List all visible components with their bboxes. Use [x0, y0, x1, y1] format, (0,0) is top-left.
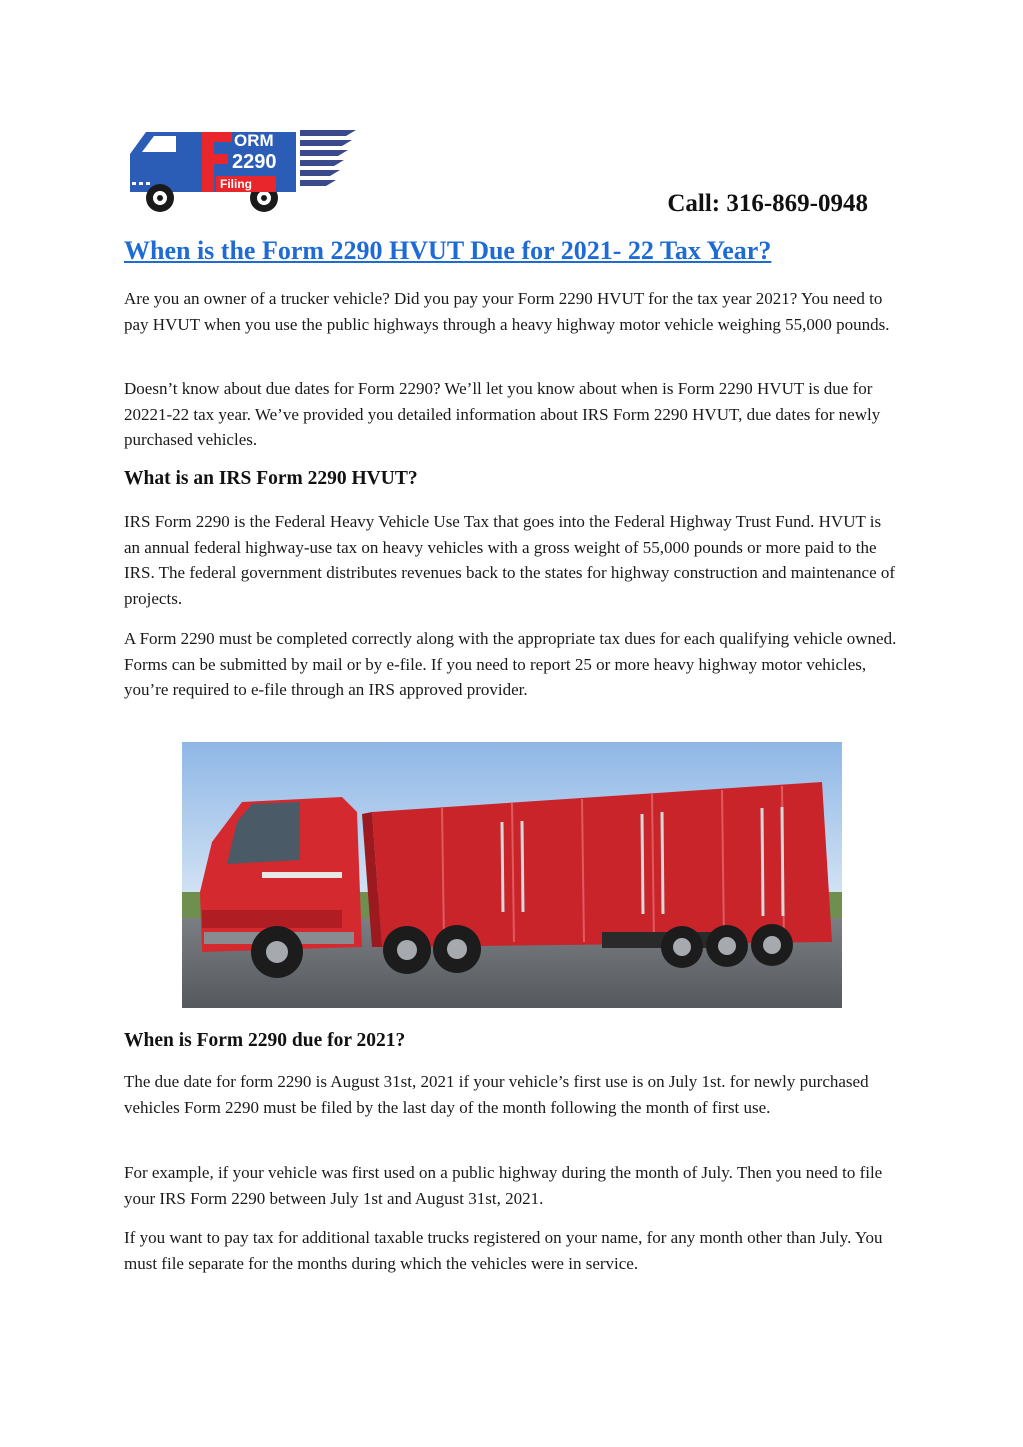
intro-paragraph-1-block [124, 286, 900, 337]
logo-2290-text: 2290 [232, 151, 277, 173]
logo-filing-text: Filing [220, 177, 252, 191]
red-semi-truck-photo [182, 742, 842, 1008]
section2-paragraph-3: If you want to pay tax for additional taxable trucks registered on your name, for any month other than July. You must file separate for the months during which the vehicles were in service. [124, 1228, 883, 1273]
section1-paragraph-2-block [124, 626, 900, 703]
intro-paragraph-2: Doesn’t know about due dates for Form 2290? We’ll let you know about when is Form 2290 HVUT is due for 20221-22 tax year. We’ve provided you detailed information about IRS Form 2290 HVUT, due dates for newly purchased vehicles. [124, 379, 881, 449]
section2-paragraph-3-block [124, 1225, 900, 1276]
intro-paragraph-2-block [124, 376, 900, 453]
section1-paragraph-1-block [124, 509, 900, 611]
intro-paragraph-1: Are you an owner of a trucker vehicle? Did you pay your Form 2290 HVUT for the tax year 2021? You need to pay HVUT when you use the public highways through a heavy highway motor vehicle weighing 55,000 pounds. [124, 289, 890, 334]
article-title-link[interactable]: When is the Form 2290 HVUT Due for 2021- 22 Tax Year? [124, 236, 772, 265]
section2-paragraph-2: For example, if your vehicle was first used on a public highway during the month of July. Then you need to file your IRS Form 2290 between July 1st and August 31st, 2021. [124, 1163, 883, 1208]
section1-paragraph-2: A Form 2290 must be completed correctly along with the appropriate tax dues for each qualifying vehicle owned. Forms can be submitted by mail or by e-file. If you need to report 25 or more heavy highway motor vehicles, you’re required to e-file through an IRS approved provider. [124, 629, 897, 699]
logo-truck-icon [124, 124, 359, 216]
section2-paragraph-1: The due date for form 2290 is August 31st, 2021 if your vehicle’s first use is on July 1st. for newly purchased vehicles Form 2290 must be filed by the last day of the month following the month of first use. [124, 1072, 869, 1117]
section2-heading: When is Form 2290 due for 2021? [124, 1030, 406, 1051]
section1-heading: What is an IRS Form 2290 HVUT? [124, 468, 418, 489]
section2-heading-block [124, 1030, 900, 1052]
section2-paragraph-1-block [124, 1069, 900, 1120]
call-phone-number[interactable]: Call: 316-869-0948 [667, 190, 868, 217]
truck-illustration [182, 742, 842, 1008]
form2290-filing-logo [124, 124, 359, 216]
section2-paragraph-2-block [124, 1160, 900, 1211]
logo-orm-text: ORM [234, 131, 274, 150]
section1-heading-block [124, 468, 900, 490]
section1-paragraph-1: IRS Form 2290 is the Federal Heavy Vehicle Use Tax that goes into the Federal Highway Trust Fund. HVUT is an annual federal highway-use tax on heavy vehicles with a gross weight of 55,000 pounds or more paid to the IRS. The federal government distributes revenues back to the states for highway construction and maintenance of projects. [124, 512, 896, 608]
